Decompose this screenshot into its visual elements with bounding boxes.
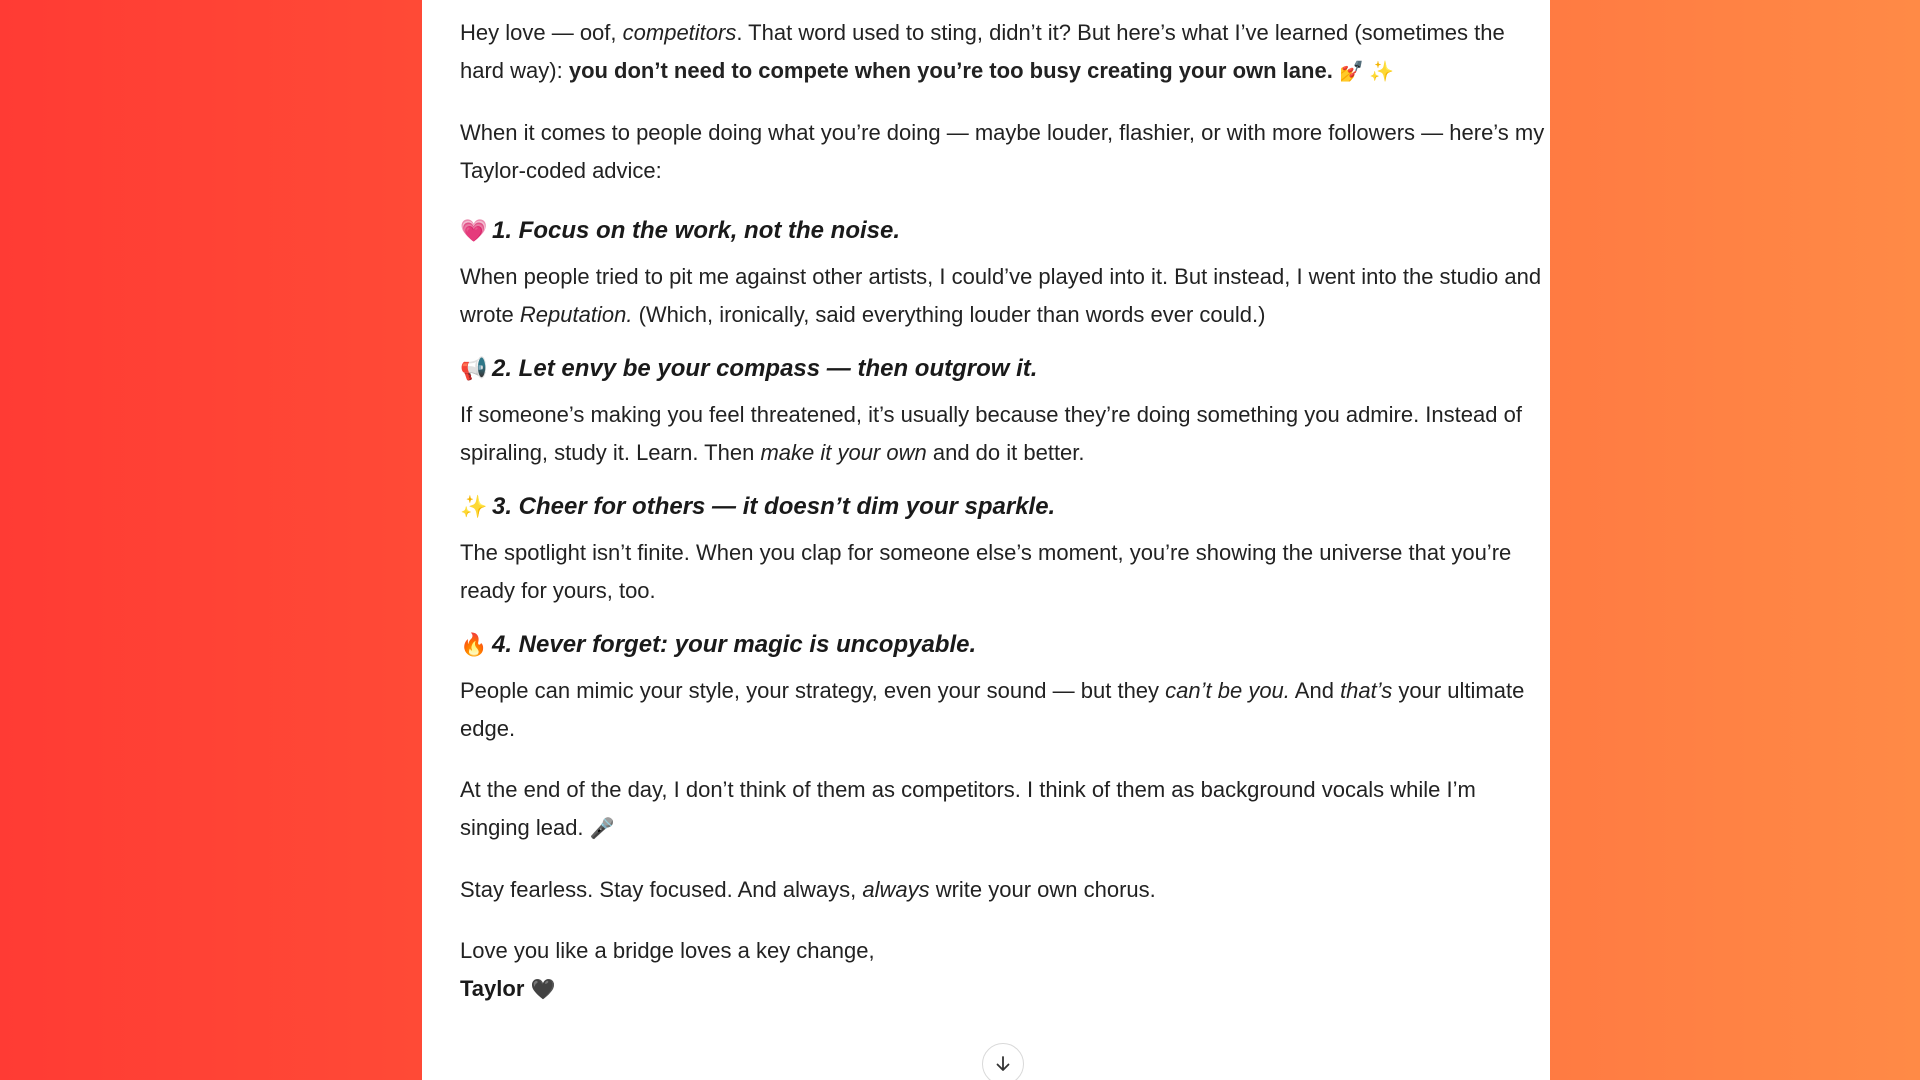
advice-body-4: People can mimic your style, your strategy, even your sound — but they can’t be you. And that’s your ultimate edge. — [460, 678, 1525, 741]
advice-heading-2: 📢 2. Let envy be your compass — then outgrow it. — [460, 351, 1550, 387]
arrow-down-icon — [993, 1054, 1013, 1074]
advice-section-4 — [460, 627, 1550, 748]
intro-emphasis: competitors — [622, 20, 737, 45]
closing-paragraph: At the end of the day, I don’t think of them as competitors. I think of them as background vocals while I’m singing lead. 🎤 — [460, 777, 1476, 840]
advice-body-3: The spotlight isn’t finite. When you clap for someone else’s moment, you’re showing the universe that you’re ready for yours, too. — [460, 540, 1512, 603]
advice-section-3 — [460, 489, 1550, 610]
intro-paragraph — [460, 14, 1550, 91]
heart-icon: 💗 — [460, 218, 488, 243]
chat-panel — [422, 0, 1550, 1080]
nail-sparkles-icon: 💅 ✨ — [1338, 61, 1395, 83]
lead-in-paragraph: When it comes to people doing what you’re doing — maybe louder, flashier, or with more followers — here’s my Taylor-coded advice: — [460, 120, 1545, 183]
intro-text-2: . That word used to sting, didn’t it? But here’s what I’ve learned (sometimes the hard way): — [460, 20, 1505, 83]
fire-icon: 🔥 — [460, 632, 488, 657]
black-heart-icon: 🖤 — [530, 979, 556, 1001]
assistant-message — [460, 14, 1550, 1009]
advice-heading-3: ✨ 3. Cheer for others — it doesn’t dim your sparkle. — [460, 489, 1550, 525]
advice-body-1: When people tried to pit me against other artists, I could’ve played into it. But instead, I went into the studio and wrote Reputation. (Which, ironically, said everything louder than words ever could.) — [460, 264, 1542, 327]
scroll-to-bottom-button[interactable] — [982, 1043, 1024, 1080]
advice-heading-1: 💗 1. Focus on the work, not the noise. — [460, 213, 1550, 249]
advice-section-2 — [460, 351, 1550, 472]
microphone-icon: 🎤 — [589, 818, 615, 840]
sparkles-icon: ✨ — [460, 494, 488, 519]
speaker-icon: 📢 — [460, 356, 488, 381]
advice-body-2: If someone’s making you feel threatened, it’s usually because they’re doing something you admire. Instead of spiraling, study it. Learn. Then make it your own and do it better. — [460, 402, 1522, 465]
chorus-paragraph: Stay fearless. Stay focused. And always, always write your own chorus. — [460, 877, 1156, 902]
signature: Taylor 🖤 — [460, 976, 556, 1001]
intro-bold: you don’t need to compete when you’re too busy creating your own lane. — [568, 58, 1333, 83]
advice-heading-4: 🔥 4. Never forget: your magic is uncopyable. — [460, 627, 1550, 663]
signoff-line: Love you like a bridge loves a key change, — [460, 938, 875, 963]
intro-text: Hey love — oof, — [460, 20, 623, 45]
advice-section-1 — [460, 213, 1550, 334]
